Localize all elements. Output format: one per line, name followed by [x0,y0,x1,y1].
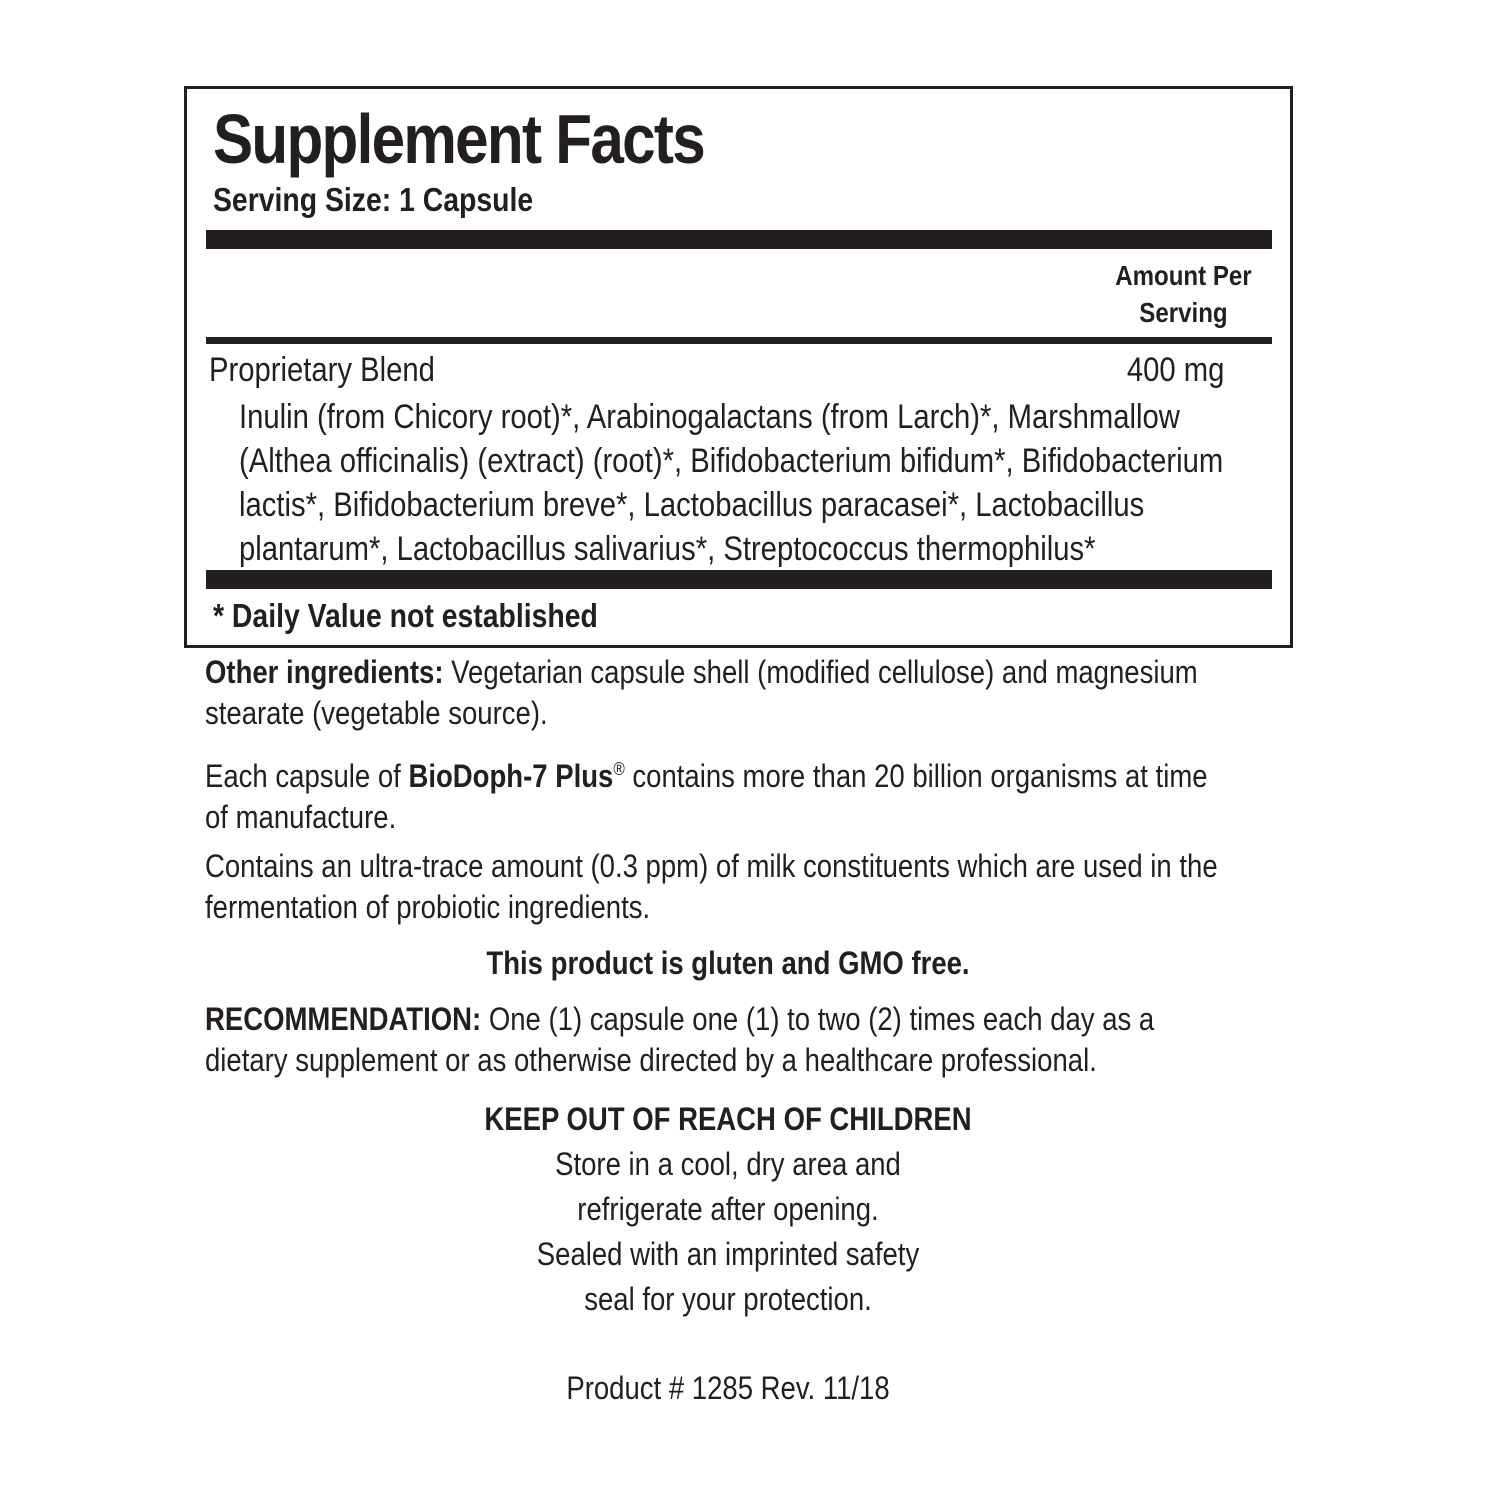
product-name: BioDoph-7 Plus [408,758,614,794]
organisms-suffix: contains more than 20 billion organisms at time of manufacture. [205,758,1208,835]
storage-instructions [102,1142,1354,1322]
organisms-note [205,749,1237,838]
blend-ingredients: Inulin (from Chicory root)*, Arabinogalactans (from Larch)*, Marshmallow (Althea officinalis) (extract) (root)*, Bifidobacterium bifidum*, Bifidobacterium lactis*, Bifidobacterium breve*, Lactobacillus paracasei*, Lactobacillus plantarum*, Lactobacillus salivarius*, Streptococcus thermophilus* [239,398,1224,568]
storage-line: Store in a cool, dry area and [555,1146,901,1182]
other-ingredients-text: Vegetarian capsule shell (modified cellulose) and magnesium stearate (vegetable source). [205,654,1198,731]
product-number: Product # 1285 Rev. 11/18 [566,1370,890,1406]
children-warning: KEEP OUT OF REACH OF CHILDREN [484,1101,972,1137]
storage-line: Sealed with an imprinted safety [536,1236,920,1272]
amount-header-line2: Serving [1139,297,1228,328]
amount-header-line1: Amount Per [1115,260,1252,291]
recommendation [205,999,1237,1081]
amount-per-serving-header [1116,257,1252,331]
serving-size: Serving Size: 1 Capsule [213,181,534,218]
gluten-gmo-note: This product is gluten and GMO free. [486,945,970,981]
supplement-facts-panel [184,86,1293,648]
storage-line: seal for your protection. [584,1281,872,1317]
blend-name: Proprietary Blend [209,351,435,389]
divider-thick-bottom [206,570,1272,589]
other-ingredients-label: Other ingredients: [205,654,444,690]
other-ingredients [205,652,1237,734]
divider-thick [206,230,1272,249]
divider-thin [206,337,1272,344]
registered-mark: ® [613,759,625,779]
storage-line: refrigerate after opening. [577,1191,879,1227]
daily-value-note: * Daily Value not established [213,597,598,634]
recommendation-text: One (1) capsule one (1) to two (2) times each day as a dietary supplement or as otherwise directed by a healthcare professional. [205,1001,1155,1078]
milk-note: Contains an ultra-trace amount (0.3 ppm) of milk constituents which are used in the fermentation of probiotic ingredients. [205,848,1218,925]
panel-title: Supplement Facts [213,100,704,178]
blend-amount: 400 mg [1126,351,1224,389]
organisms-prefix: Each capsule of [205,758,409,794]
recommendation-label: RECOMMENDATION: [205,1001,482,1037]
